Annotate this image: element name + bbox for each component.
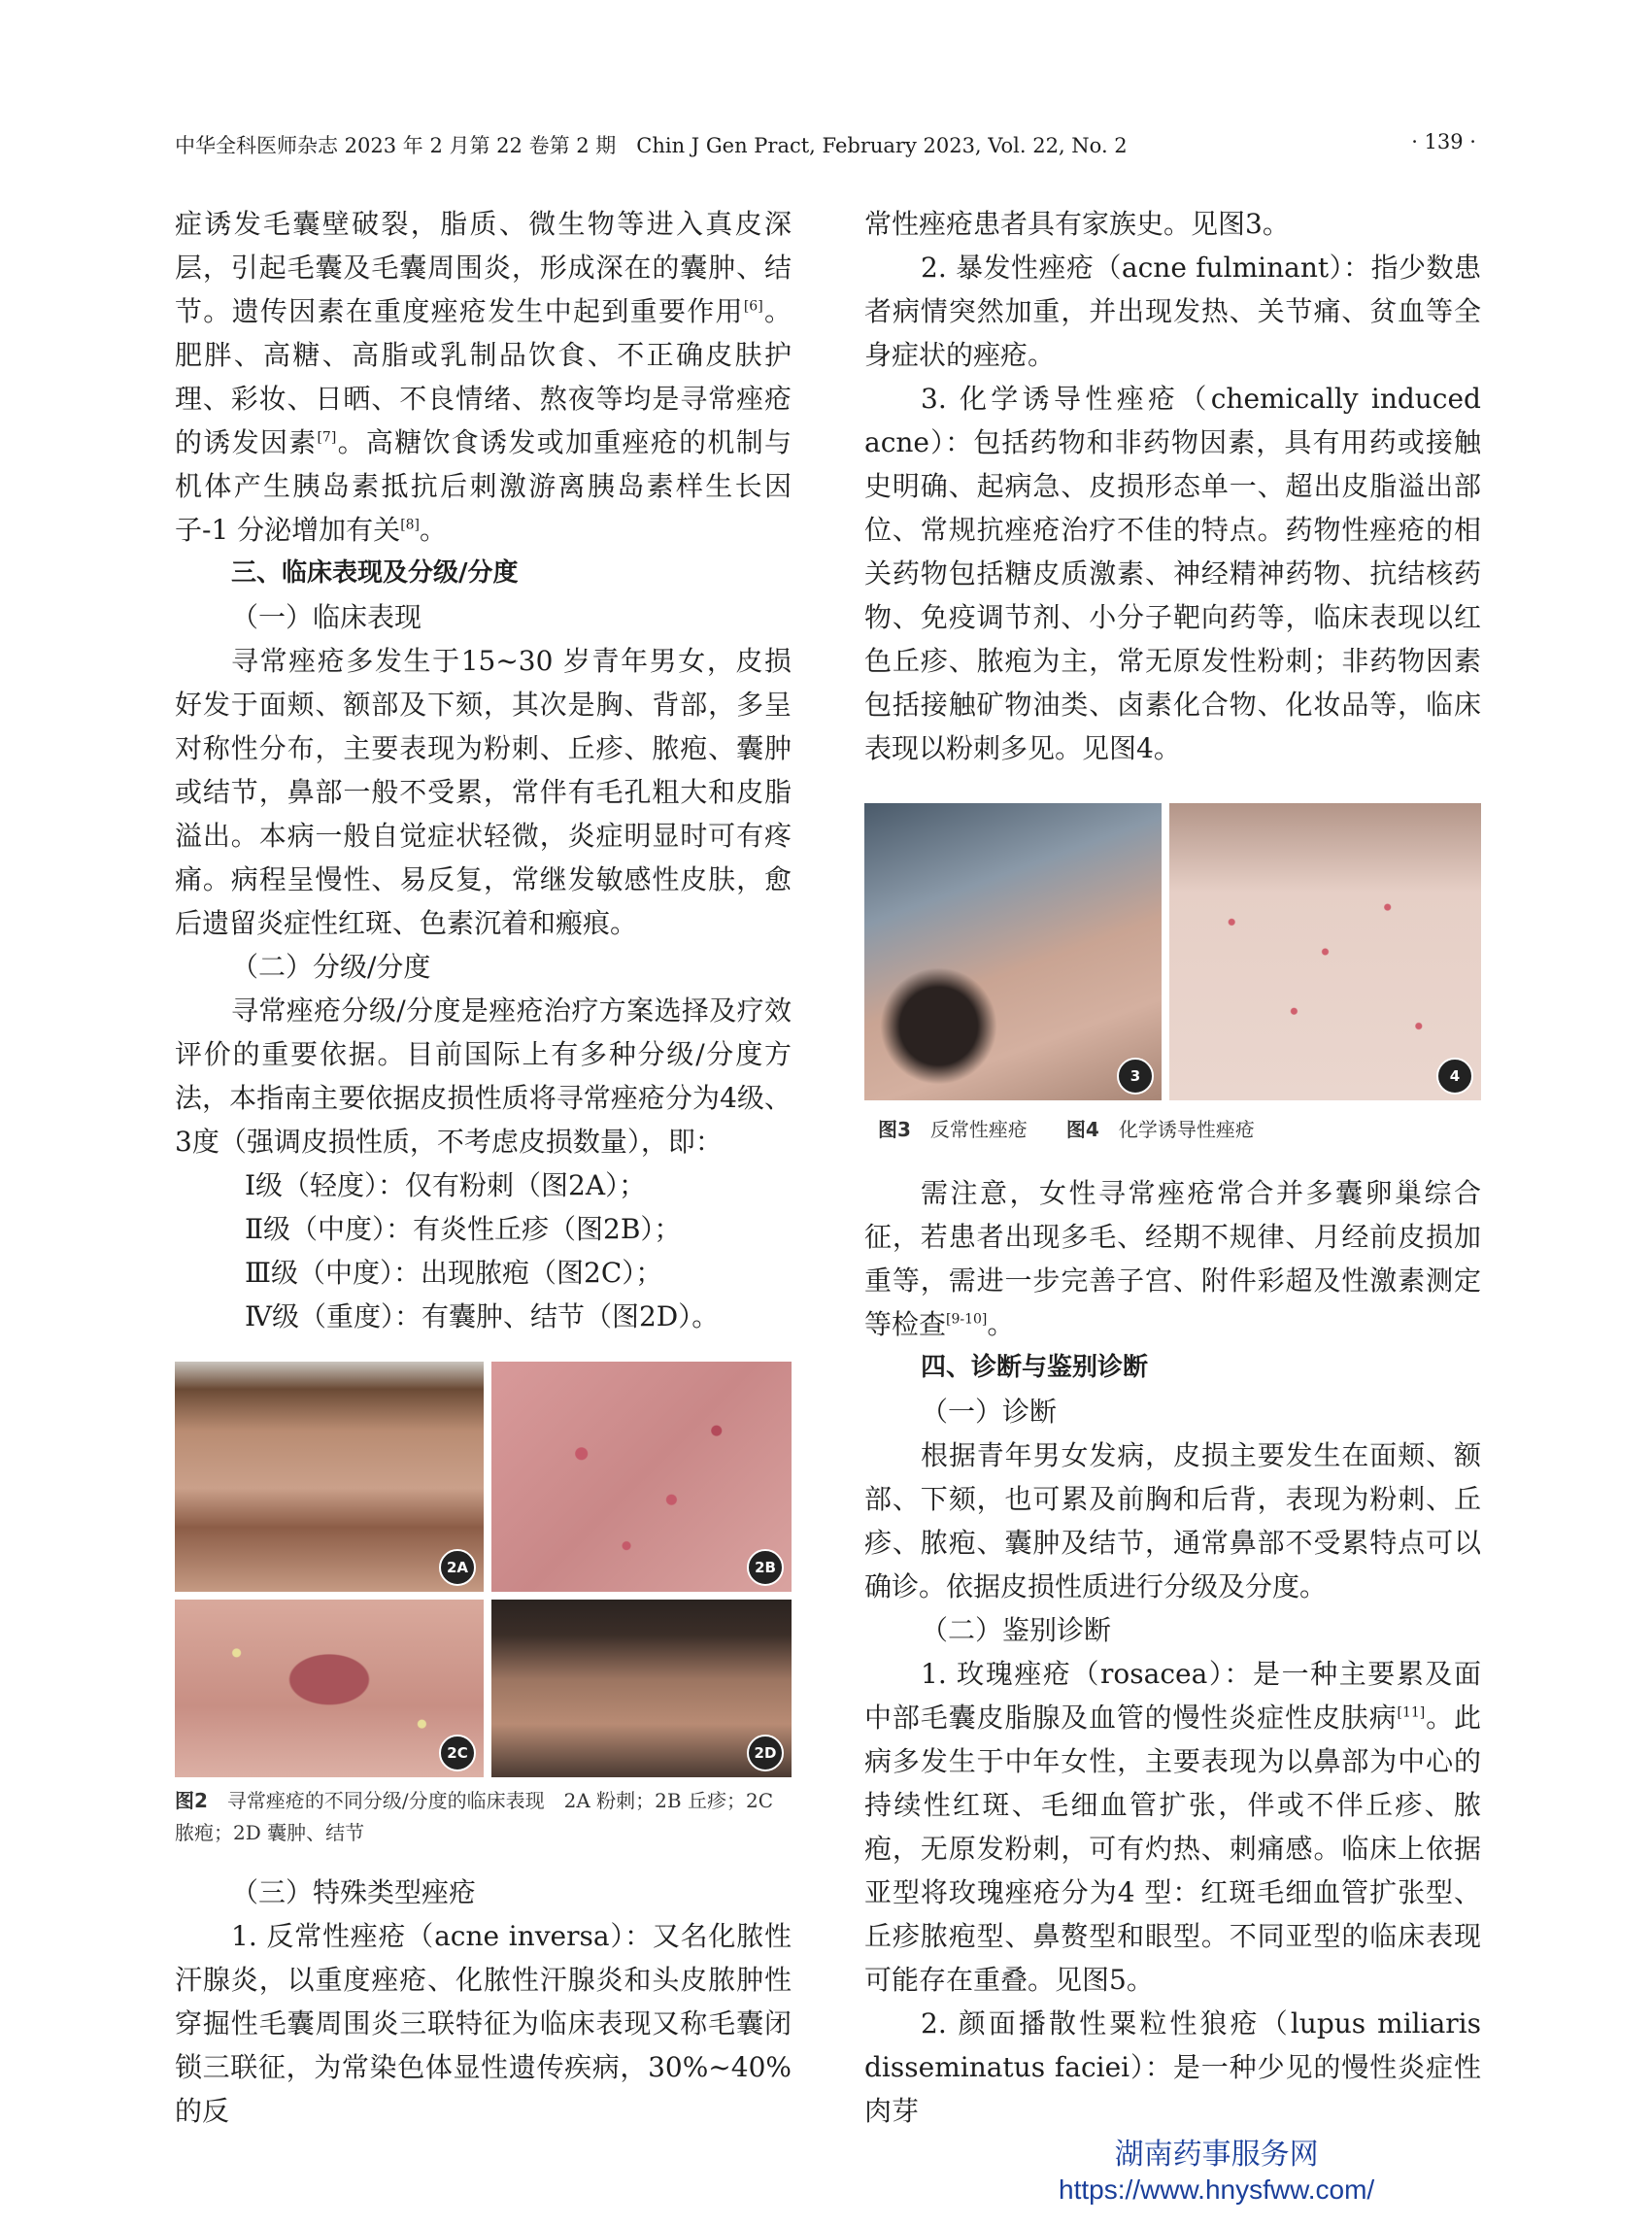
paragraph-clinical: 寻常痤疮多发生于15~30 岁青年男女，皮损好发于面颊、额部及下颏，其次是胸、背部，多呈对称性分布，主要表现为粉刺、丘疹、脓疱、囊肿或结节，鼻部一般不受累，常伴有毛孔粗大和皮脂溢出。本病一般自觉症状轻微，炎症明显时可有疼痛。病程呈慢性、易反复，常继发敏感性皮肤，愈后遗留炎症性红斑、色素沉着和瘢痕。 — [175, 645, 792, 939]
paragraph-pcos-note — [864, 1171, 1481, 1346]
figure-2 — [175, 1362, 792, 1777]
journal-citation: 中华全科医师杂志 2023 年 2 月第 22 卷第 2 期 Chin J Gen Pract, February 2023, Vol. 22, No. 2 — [175, 134, 1128, 157]
grade-1: Ⅰ级（轻度）：仅有粉刺（图2A）； — [245, 1169, 647, 1201]
paragraph-diagnosis: 根据青年男女发病，皮损主要发生在面颊、额部、下颏，也可累及前胸和后背，表现为粉刺、丘疹、脓疱、囊肿及结节，通常鼻部不受累特点可以确诊。依据皮损性质进行分级及分度。 — [864, 1439, 1481, 1602]
text-span: 1. 玫瑰痤疮（rosacea）：是一种主要累及面中部毛囊皮脂腺及血管的慢性炎症性皮肤病 — [864, 1658, 1481, 1734]
paragraph-etiology — [175, 202, 792, 552]
left-column — [175, 202, 792, 2133]
caption-label: 图2 — [175, 1789, 208, 1812]
text-span: 症诱发毛囊壁破裂，脂质、微生物等进入真皮深层，引起毛囊及毛囊周围炎，形成深在的囊肿、结节。遗传因素在重度痤疮发生中起到重要作用 — [175, 208, 792, 327]
citation-ref: [11] — [1397, 1704, 1426, 1721]
caption-label: 图3 — [878, 1118, 911, 1141]
paragraph-rosacea — [864, 1652, 1481, 2002]
subsection-heading-grading: （二）分级/分度 — [231, 951, 431, 983]
grade-3: Ⅲ级（中度）：出现脓疱（图2C）； — [245, 1257, 663, 1289]
text-span: 。此病多发生于中年女性，主要表现为以鼻部为中心的持续性红斑、毛细血管扩张，伴或不伴丘疹、脓疱，无原发粉刺，可有灼热、刺痛感。临床上依据亚型将玫瑰痤疮分为4 型：红斑毛细血管扩张型、丘疹脓疱型、鼻赘型和眼型。不同亚型的临床表现可能存在重叠。见图5。 — [864, 1702, 1481, 1996]
label-badge: 2B — [747, 1549, 784, 1586]
photo-2a-forehead-comedones — [175, 1362, 484, 1592]
subsection-heading-clinical: （一）临床表现 — [231, 601, 422, 633]
subsection-heading-differential: （二）鉴别诊断 — [921, 1614, 1112, 1646]
paragraph-chemical-acne: 3. 化学诱导性痤疮（chemically induced acne）：包括药物和非药物因素，具有用药或接触史明确、起病急、皮损形态单一、超出皮脂溢出部位、常规抗痤疮治疗不佳的特点。药物性痤疮的相关药物包括糖皮质激素、神经精神药物、抗结核药物、免疫调节剂、小分子靶向药等，临床表现以红色丘疹、脓疱为主，常无原发性粉刺；非药物因素包括接触矿物油类、卤素化合物、化妆品等，临床表现以粉刺多见。见图4。 — [864, 383, 1481, 764]
paragraph-acne-fulminant: 2. 暴发性痤疮（acne fulminant）：指少数患者病情突然加重，并出现发热、关节痛、贫血等全身症状的痤疮。 — [864, 252, 1481, 371]
citation-ref: [6] — [743, 298, 763, 315]
section-heading-3: 三、临床表现及分级/分度 — [231, 558, 519, 588]
paragraph-grading: 寻常痤疮分级/分度是痤疮治疗方案选择及疗效评价的重要依据。目前国际上有多种分级/分度方法，本指南主要依据皮损性质将寻常痤疮分为4级、3度（强调皮损性质，不考虑皮损数量），即： — [175, 995, 792, 1158]
page-number: · 139 · — [1411, 130, 1476, 153]
text-span: 。肥胖、高糖、高脂或乳制品饮食、不正确皮肤护理、彩妆、日晒、不良情绪、熬夜等均是寻常痤疮的诱发因素 — [175, 295, 792, 458]
right-column — [864, 202, 1481, 2133]
watermark-url[interactable]: https://www.hnysfww.com/ — [1059, 2174, 1375, 2205]
citation-ref: [7] — [317, 429, 337, 446]
text-span: 。高糖饮食诱发或加重痤疮的机制与机体产生胰岛素抵抗后刺激游离胰岛素样生长因子-1 分泌增加有关 — [175, 426, 792, 546]
paragraph-acne-inversa: 1. 反常性痤疮（acne inversa）：又名化脓性汗腺炎，以重度痤疮、化脓性汗腺炎和头皮脓肿性穿掘性毛囊周围炎三联特征为临床表现又称毛囊闭锁三联征，为常染色体显性遗传疾病，30%~40% 的反 — [175, 1920, 792, 2127]
text-span: 。 — [987, 1308, 1015, 1340]
subsection-heading-diagnosis: （一）诊断 — [921, 1396, 1058, 1428]
photo-2c-pustules — [175, 1600, 484, 1777]
label-badge: 2D — [747, 1735, 784, 1771]
paragraph-continued: 常性痤疮患者具有家族史。见图3。 — [864, 208, 1290, 240]
citation-ref: [9-10] — [946, 1311, 988, 1328]
photo-4-chemical-acne-chest — [1169, 803, 1481, 1100]
label-badge: 2C — [439, 1735, 476, 1771]
figure-2-caption — [175, 1785, 792, 1849]
label-badge: 3 — [1117, 1058, 1154, 1095]
label-badge: 4 — [1436, 1058, 1473, 1095]
caption-text: 反常性痤疮 — [929, 1118, 1028, 1141]
figure-3-4-caption — [864, 1114, 1481, 1142]
citation-ref: [8] — [400, 517, 421, 533]
figure-3-4 — [864, 803, 1481, 1100]
watermark-site-name: 湖南药事服务网 — [1114, 2139, 1319, 2171]
caption-text: 寻常痤疮的不同分级/分度的临床表现 2A 粉刺；2B 丘疹；2C 脓疱；2D 囊肿、结节 — [175, 1789, 773, 1844]
caption-text: 化学诱导性痤疮 — [1118, 1118, 1255, 1141]
grade-2: Ⅱ级（中度）：有炎性丘疹（图2B）； — [245, 1213, 682, 1245]
photo-3-acne-inversa-axilla — [864, 803, 1162, 1100]
running-header — [175, 130, 1476, 165]
grade-4: Ⅳ级（重度）：有囊肿、结节（图2D）。 — [245, 1300, 720, 1332]
section-heading-4: 四、诊断与鉴别诊断 — [921, 1353, 1149, 1382]
subsection-heading-special: （三）特殊类型痤疮 — [231, 1876, 477, 1908]
text-span: 。 — [420, 514, 448, 546]
photo-2b-papules — [491, 1362, 792, 1592]
photo-2d-cysts-nodules — [491, 1600, 792, 1777]
caption-label: 图4 — [1065, 1118, 1099, 1141]
label-badge: 2A — [439, 1549, 476, 1586]
site-watermark — [1059, 2137, 1374, 2207]
text-span: 需注意，女性寻常痤疮常合并多囊卵巢综合征，若患者出现多毛、经期不规律、月经前皮损加重等，需进一步完善子宫、附件彩超及性激素测定等检查 — [864, 1177, 1481, 1340]
paragraph-lmdf: 2. 颜面播散性粟粒性狼疮（lupus miliaris disseminatus faciei）：是一种少见的慢性炎症性肉芽 — [864, 2007, 1481, 2127]
